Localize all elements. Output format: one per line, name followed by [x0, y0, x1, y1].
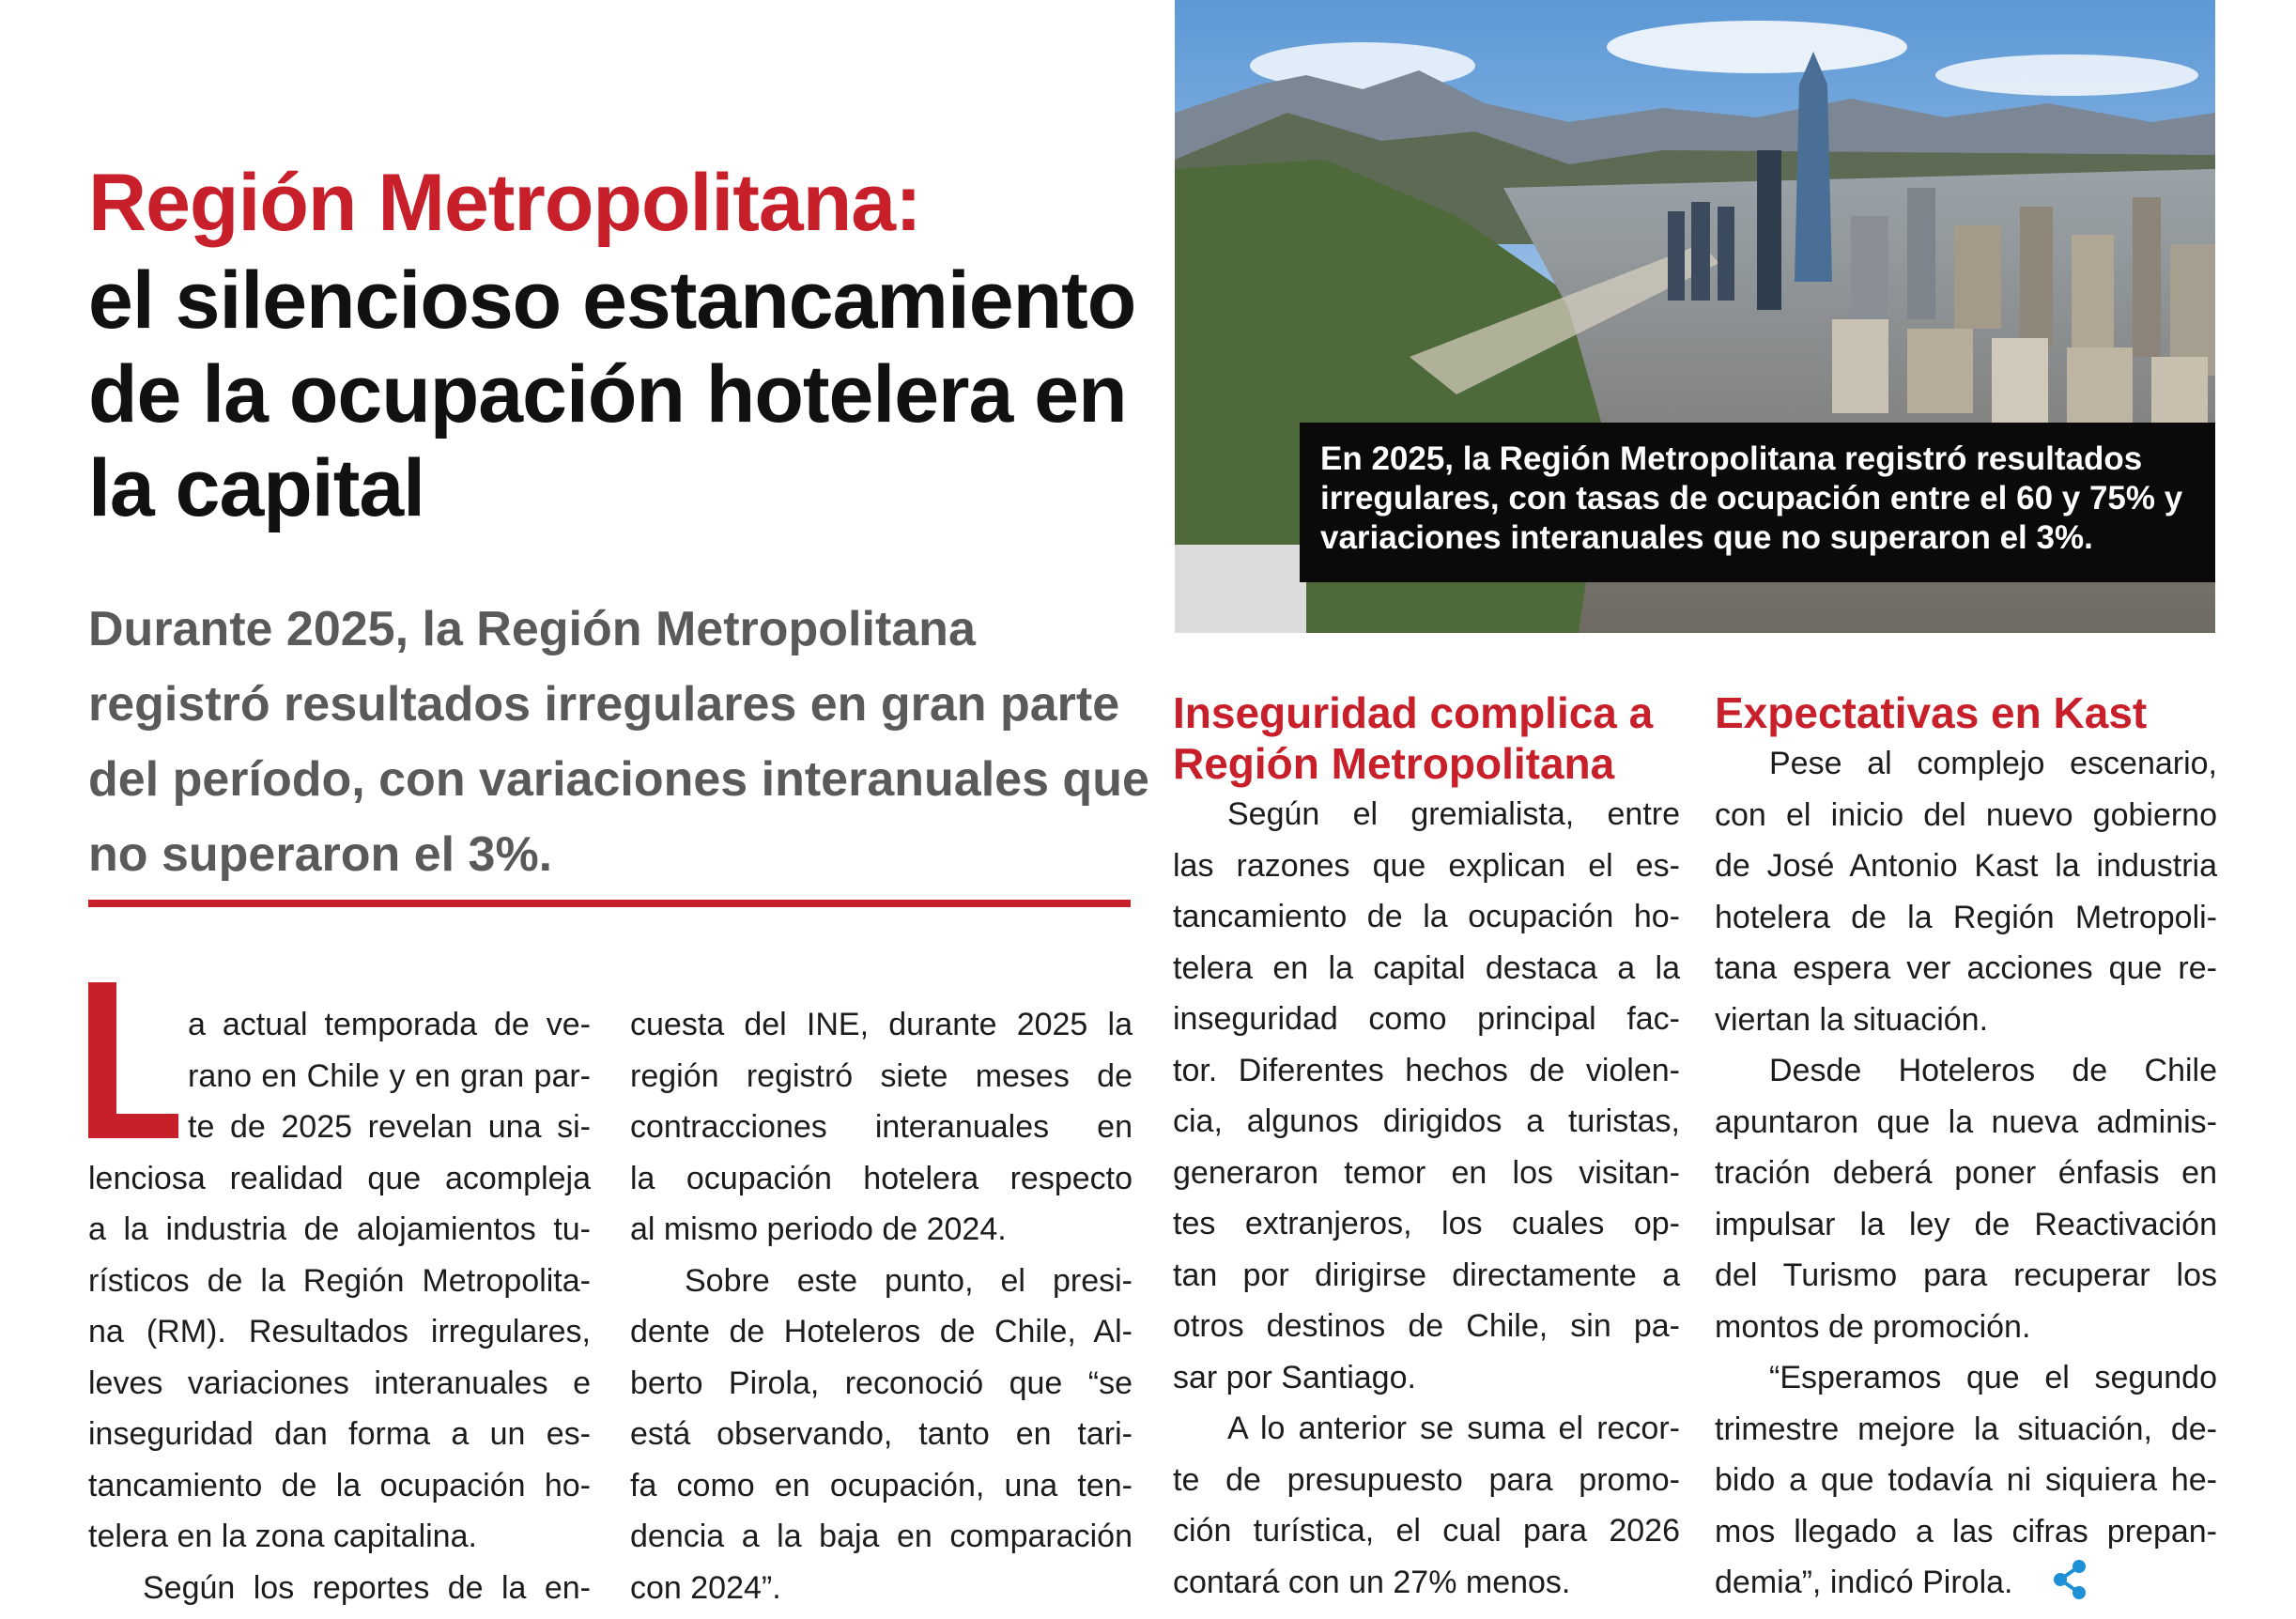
text-line: inseguridad dan forma a un es- [88, 1416, 591, 1452]
text-line: sar por Santiago. [1173, 1359, 1416, 1395]
article-column-2 [630, 999, 1133, 1613]
text-line: tana espera ver acciones que re- [1715, 950, 2217, 986]
text-line: inseguridad como principal fac- [1173, 1001, 1680, 1037]
text-line: contracciones interanuales en [630, 1109, 1133, 1145]
deck-line: del período, con variaciones interanuales que [88, 752, 1149, 807]
text-line: cia, algunos dirigidos a turistas, [1173, 1103, 1680, 1139]
text-line: generaron temor en los visitan- [1173, 1154, 1680, 1191]
deck [88, 592, 1149, 892]
headline-line: de la ocupación hotelera en [88, 349, 1127, 439]
section-heading: Región Metropolitana [1173, 739, 1615, 788]
text-line: A lo anterior se suma el recor- [1227, 1411, 1680, 1446]
deck-line: no superaron el 3%. [88, 827, 553, 882]
text-line: berto Pirola, reconoció que “se [630, 1365, 1133, 1401]
text-line: Pese al complejo escenario, [1769, 746, 2217, 781]
text-line: Según los reportes de la en- [143, 1569, 591, 1606]
photo-caption [1300, 423, 2215, 582]
text-line: tan por dirigirse directamente a [1173, 1257, 1680, 1293]
text-line: está observando, tanto en tari- [630, 1416, 1133, 1452]
text-line: con 2024”. [630, 1569, 781, 1606]
text-line: te de presupuesto para promo- [1173, 1461, 1680, 1498]
text-line: del Turismo para recuperar los [1715, 1257, 2217, 1293]
text-line: rano en Chile y en gran par- [188, 1057, 591, 1094]
text-line: tor. Diferentes hechos de violen- [1173, 1052, 1680, 1088]
text-line: tancamiento de la ocupación ho- [88, 1467, 591, 1503]
text-line: ción turística, el cual para 2026 [1173, 1513, 1680, 1549]
text-line: na (RM). Resultados irregulares, [88, 1314, 591, 1349]
text-line: al mismo periodo de 2024. [630, 1211, 1007, 1247]
article-column-3 [1173, 687, 1680, 1608]
text-line: contará con un 27% menos. [1173, 1564, 1571, 1600]
caption-line: irregulares, con tasas de ocupación entre el 60 y 75% y [1320, 480, 2183, 517]
text-line: otros destinos de Chile, sin pa- [1173, 1308, 1680, 1344]
text-line: telera en la zona capitalina. [88, 1519, 477, 1554]
red-divider [88, 900, 1131, 907]
caption-line: En 2025, la Región Metropolitana registró resultados [1320, 440, 2143, 477]
text-line: bido a que todavía ni siquiera he- [1715, 1462, 2217, 1498]
headline-line: la capital [88, 443, 425, 533]
text-line: Sobre este punto, el presi- [685, 1262, 1133, 1299]
text-line: montos de promoción. [1715, 1308, 2031, 1345]
text-line: lenciosa realidad que acompleja [88, 1160, 591, 1196]
text-line: impulsar la ley de Reactivación [1715, 1206, 2217, 1242]
text-line: fa como en ocupación, una ten- [630, 1467, 1133, 1503]
text-line: dente de Hoteleros de Chile, Al- [630, 1314, 1133, 1349]
article-column-4 [1715, 687, 2217, 1609]
text-line: trimestre mejore la situación, de- [1715, 1411, 2217, 1447]
section-heading: Inseguridad complica a [1173, 688, 1654, 737]
text-line: mos llegado a las cifras prepan- [1715, 1513, 2217, 1550]
text-line: viertan la situación. [1715, 1001, 1989, 1038]
headline-red: Región Metropolitana: [88, 158, 921, 248]
share-icon[interactable] [2051, 1559, 2088, 1600]
text-line: hotelera de la Región Metropoli- [1715, 899, 2217, 935]
text-line: la ocupación hotelera respecto [630, 1160, 1133, 1196]
text-line: cuesta del INE, durante 2025 la [630, 1007, 1133, 1042]
text-line: dencia a la baja en comparación [630, 1519, 1133, 1554]
headline-black [88, 254, 1140, 535]
deck-line: registró resultados irregulares en gran parte [88, 677, 1120, 732]
text-line: a actual temporada de ve- [188, 1007, 591, 1042]
text-line: región registró siete meses de [630, 1057, 1133, 1094]
text-line: “Esperamos que el segundo [1769, 1360, 2217, 1395]
text-line: con el inicio del nuevo gobierno [1715, 796, 2217, 833]
text-line: a la industria de alojamientos tu- [88, 1211, 591, 1247]
text-line: te de 2025 revelan una si- [188, 1109, 591, 1145]
text-line: telera en la capital destaca a la [1173, 949, 1680, 986]
text-line: tancamiento de la ocupación ho- [1173, 899, 1680, 934]
article-column-1 [88, 999, 591, 1613]
deck-line: Durante 2025, la Región Metropolitana [88, 602, 976, 656]
caption-line: variaciones interanuales que no superaron el 3%. [1320, 519, 2093, 556]
text-line: rísticos de la Región Metropolita- [88, 1262, 591, 1299]
text-line: tración deberá poner énfasis en [1715, 1155, 2217, 1191]
text-line: las razones que explican el es- [1173, 847, 1680, 884]
text-line: de José Antonio Kast la industria [1715, 848, 2217, 884]
headline-line: el silencioso estancamiento [88, 255, 1136, 346]
text-line: demia”, indicó Pirola. [1715, 1565, 2013, 1600]
text-line: apuntaron que la nueva adminis- [1715, 1103, 2217, 1140]
text-line: leves variaciones interanuales e [88, 1365, 591, 1401]
text-line: Según el gremialista, entre [1227, 796, 1680, 832]
text-line: tes extranjeros, los cuales op- [1173, 1206, 1680, 1241]
section-heading: Expectativas en Kast [1715, 688, 2148, 737]
text-line: Desde Hoteleros de Chile [1769, 1053, 2217, 1088]
